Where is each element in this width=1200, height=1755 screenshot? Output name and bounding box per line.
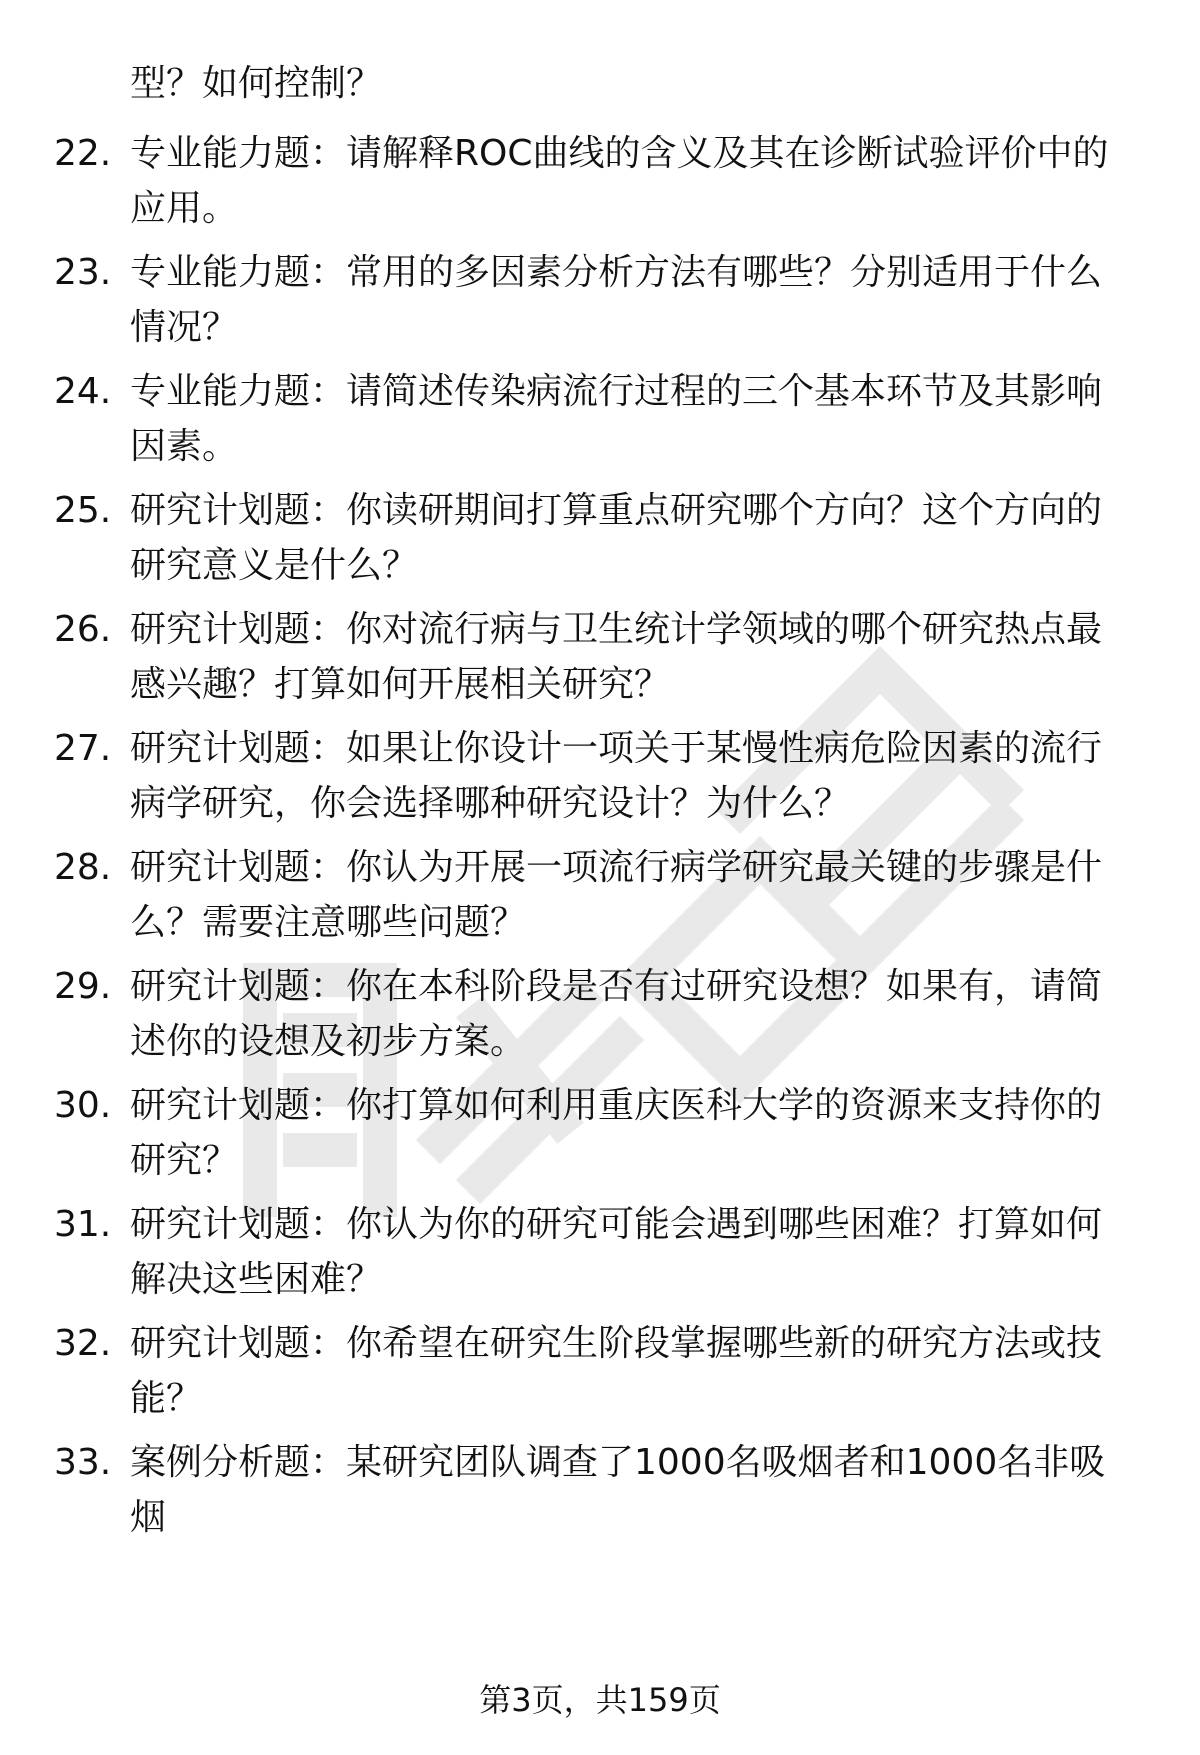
question-text: 研究计划题：你读研期间打算重点研究哪个方向？这个方向的研究意义是什么？ — [130, 490, 1103, 586]
list-item — [54, 1443, 1154, 1543]
list-item — [54, 372, 1154, 472]
question-number: 31. — [54, 1204, 112, 1245]
question-number: 26. — [54, 609, 112, 650]
question-number: 29. — [54, 966, 112, 1007]
question-text: 研究计划题：你对流行病与卫生统计学领域的哪个研究热点最感兴趣？打算如何开展相关研究？ — [130, 609, 1103, 705]
list-item — [54, 134, 1154, 234]
continuation-line: 型？如何控制？ — [130, 63, 383, 104]
question-text: 专业能力题：请解释ROC曲线的含义及其在诊断试验评价中的应用。 — [130, 133, 1109, 229]
question-text: 研究计划题：如果让你设计一项关于某慢性病危险因素的流行病学研究，你会选择哪种研究设计？为什么？ — [130, 728, 1103, 824]
question-text: 研究计划题：你认为你的研究可能会遇到哪些困难？打算如何解决这些困难？ — [130, 1204, 1103, 1300]
question-number: 33. — [54, 1442, 112, 1483]
question-number: 27. — [54, 728, 112, 769]
list-item — [54, 253, 1154, 353]
question-number: 32. — [54, 1323, 112, 1364]
question-text: 研究计划题：你希望在研究生阶段掌握哪些新的研究方法或技能？ — [130, 1323, 1103, 1419]
list-item — [54, 1205, 1154, 1305]
question-text: 专业能力题：请简述传染病流行过程的三个基本环节及其影响因素。 — [130, 371, 1103, 467]
list-item — [54, 967, 1154, 1067]
list-item — [54, 848, 1154, 948]
page-footer: 第3页，共159页 — [479, 1681, 721, 1719]
question-text: 研究计划题：你认为开展一项流行病学研究最关键的步骤是什么？需要注意哪些问题？ — [130, 847, 1103, 943]
list-item — [54, 729, 1154, 829]
question-number: 30. — [54, 1085, 112, 1126]
question-text: 案例分析题：某研究团队调查了1000名吸烟者和1000名非吸烟 — [130, 1442, 1106, 1538]
question-text: 专业能力题：常用的多因素分析方法有哪些？分别适用于什么情况？ — [130, 252, 1103, 348]
list-item — [54, 491, 1154, 591]
question-number: 23. — [54, 252, 112, 293]
question-number: 25. — [54, 490, 112, 531]
question-text: 研究计划题：你在本科阶段是否有过研究设想？如果有，请简述你的设想及初步方案。 — [130, 966, 1103, 1062]
question-number: 24. — [54, 371, 112, 412]
list-item — [54, 610, 1154, 710]
list-item — [54, 1324, 1154, 1424]
question-number: 22. — [54, 133, 112, 174]
question-text: 研究计划题：你打算如何利用重庆医科大学的资源来支持你的研究？ — [130, 1085, 1103, 1181]
question-number: 28. — [54, 847, 112, 888]
list-item — [54, 1086, 1154, 1186]
